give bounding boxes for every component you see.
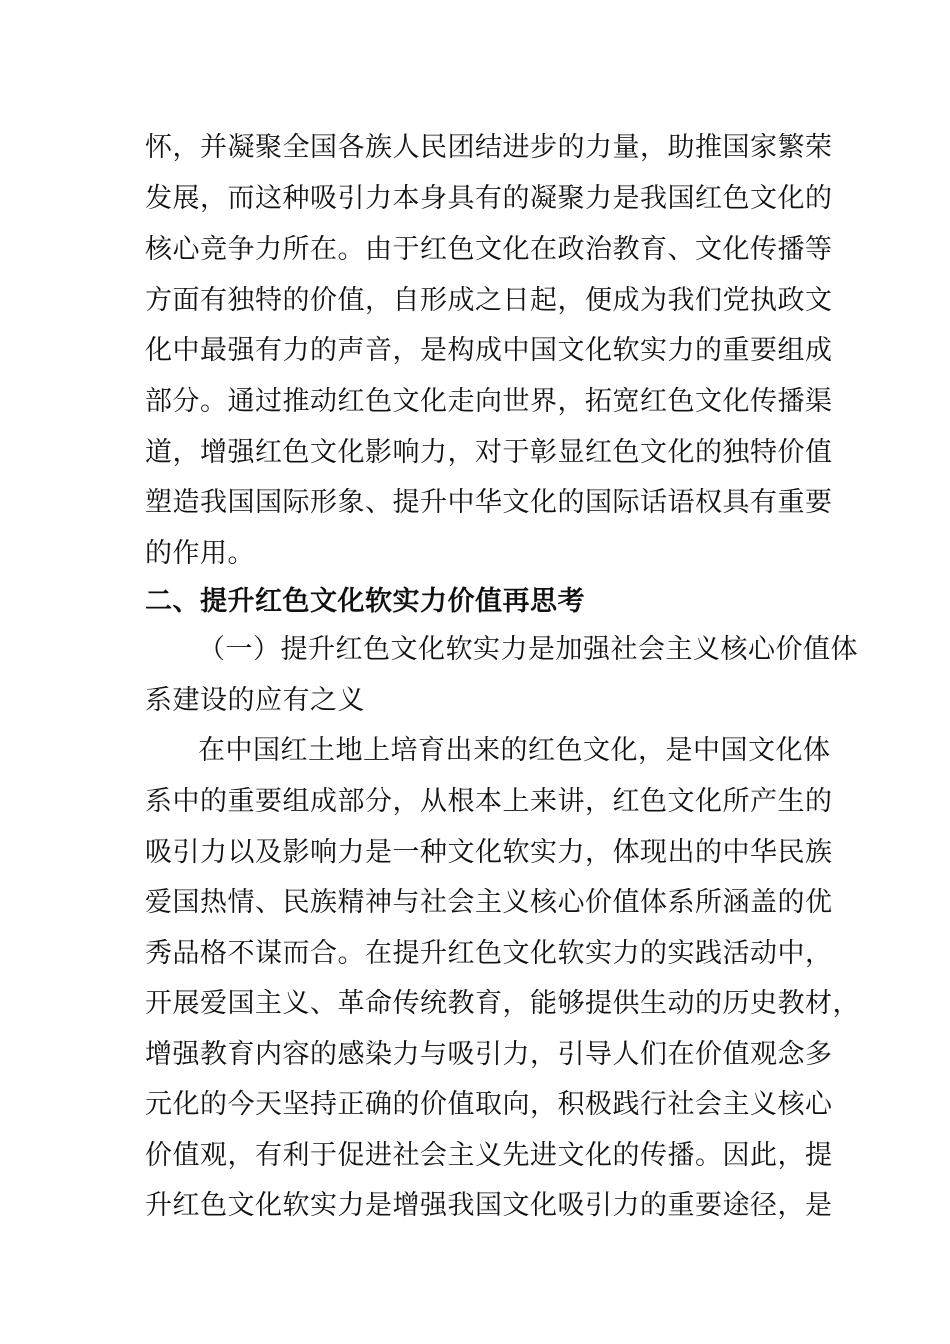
body-text-line: 核心竞争力所在。由于红色文化在政治教育、文化传播等: [145, 234, 833, 265]
body-text-line: 爱国热情、民族精神与社会主义核心价值体系所涵盖的优: [145, 887, 833, 918]
subsection-heading-line: 系建设的应有之义: [145, 685, 365, 716]
body-text-line: 的作用。: [145, 538, 255, 569]
body-text-line: 开展爱国主义、革命传统教育，能够提供生动的历史教材，: [145, 988, 860, 1019]
body-text-line: 发展，而这种吸引力本身具有的凝聚力是我国红色文化的: [145, 183, 833, 214]
body-text-line: 怀，并凝聚全国各族人民团结进步的力量，助推国家繁荣: [145, 132, 833, 163]
subsection-heading-line: （一）提升红色文化软实力是加强社会主义核心价值体: [198, 634, 858, 665]
body-text-line: 元化的今天坚持正确的价值取向，积极践行社会主义核心: [145, 1089, 833, 1120]
body-text-line: 增强教育内容的感染力与吸引力，引导人们在价值观念多: [145, 1039, 833, 1070]
body-text-line: 方面有独特的价值，自形成之日起，便成为我们党执政文: [145, 285, 833, 316]
body-text-line: 化中最强有力的声音，是构成中国文化软实力的重要组成: [145, 335, 833, 366]
body-text-line: 秀品格不谋而合。在提升红色文化软实力的实践活动中，: [145, 938, 833, 969]
body-text-line: 部分。通过推动红色文化走向世界，拓宽红色文化传播渠: [145, 386, 833, 417]
section-heading: 二、提升红色文化软实力价值再思考: [145, 586, 585, 617]
body-text-line: 塑造我国国际形象、提升中华文化的国际话语权具有重要: [145, 487, 833, 518]
body-text-line: 系中的重要组成部分，从根本上来讲，红色文化所产生的: [145, 786, 833, 817]
body-text-line: 道，增强红色文化影响力，对于彰显红色文化的独特价值: [145, 437, 833, 468]
body-text-line: 吸引力以及影响力是一种文化软实力，体现出的中华民族: [145, 837, 833, 868]
body-text-line: 升红色文化软实力是增强我国文化吸引力的重要途径，是: [145, 1190, 833, 1221]
body-text-line: 在中国红土地上培育出来的红色文化，是中国文化体: [198, 735, 831, 766]
body-text-line: 价值观，有利于促进社会主义先进文化的传播。因此，提: [145, 1140, 833, 1171]
